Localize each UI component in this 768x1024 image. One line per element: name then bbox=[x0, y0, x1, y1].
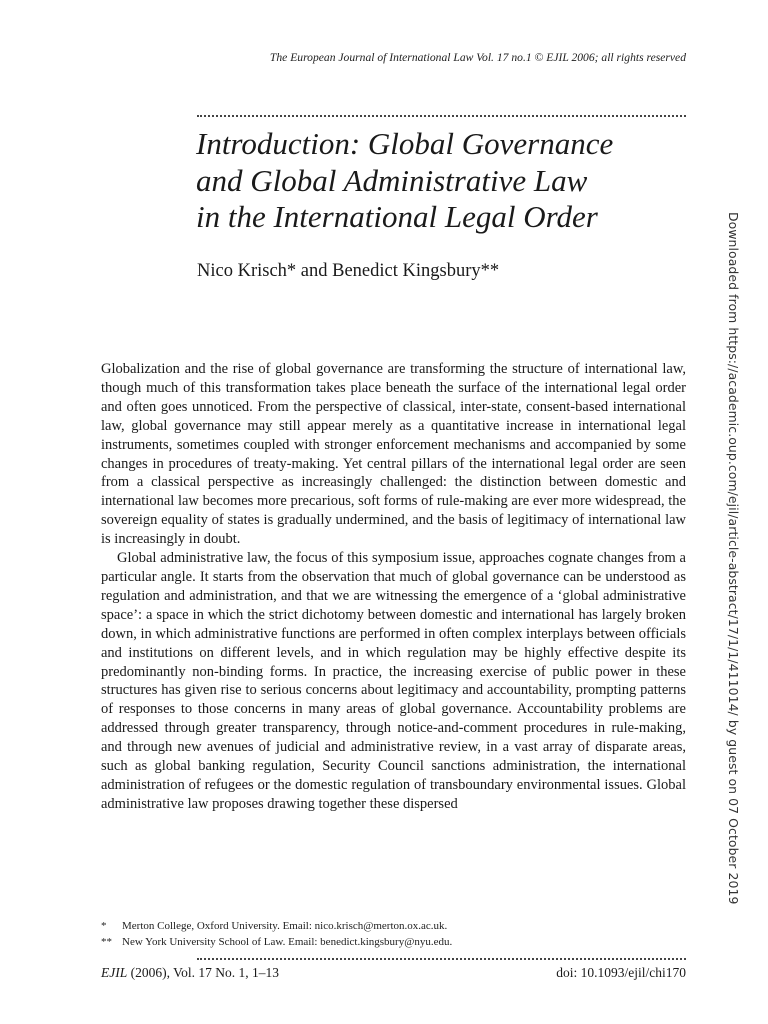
title-line: in the International Legal Order bbox=[196, 199, 598, 234]
footnotes bbox=[101, 918, 686, 950]
download-watermark: Downloaded from https://academic.oup.com/ejil/article-abstract/17/1/1/411014/ by guest on 07 October 2019 bbox=[726, 212, 741, 905]
volume-info: (2006), Vol. 17 No. 1, 1–13 bbox=[127, 965, 280, 980]
journal-header: The European Journal of International Law Vol. 17 no.1 © EJIL 2006; all rights reserved bbox=[269, 51, 686, 64]
article-title bbox=[196, 126, 696, 236]
article-authors: Nico Krisch* and Benedict Kingsbury** bbox=[197, 261, 500, 281]
footnote bbox=[101, 918, 686, 934]
footnote-text: New York University School of Law. Email: benedict.kingsbury@nyu.edu. bbox=[122, 936, 453, 948]
footnote-text: Merton College, Oxford University. Email: nico.krisch@merton.ox.ac.uk. bbox=[122, 920, 448, 932]
journal-abbreviation: EJIL bbox=[101, 965, 128, 980]
title-line: and Global Administrative Law bbox=[196, 162, 588, 198]
article-body bbox=[101, 360, 686, 814]
doi: doi: 10.1093/ejil/chi170 bbox=[556, 965, 686, 980]
footer-divider bbox=[197, 958, 686, 960]
footer-citation bbox=[101, 965, 279, 981]
footnote bbox=[101, 934, 686, 950]
header-divider bbox=[197, 115, 686, 117]
title-line: Introduction: Global Governance bbox=[196, 126, 614, 161]
body-paragraph: Global administrative law, the focus of this symposium issue, approaches cognate changes from a particular angle. It starts from the observation that much of global governance can be understood as regulation and administration, and that we are witnessing the emergence of a ‘global administrative space’: a space in which the strict dichotomy between domestic and international has largely broken down, in which administrative functions are performed in often complex interplays between officials and institutions on different levels, and in which regulation may be highly effective despite its predominantly non-binding forms. In practice, the increasing exercise of public power in these structures has given rise to serious concerns about legitimacy and accountability, prompting patterns of responses to those concerns in many areas of global governance. Accountability problems are addressed through greater transparency, through notice-and-comment procedures in rule-making, and through new avenues of judicial and administrative review, in a vast array of disparate areas, such as global banking regulation, Security Council sanctions administration, the international administration of refugees or the domestic regulation of transboundary environmental issues. Global administrative law proposes drawing together these dispersed bbox=[101, 550, 686, 812]
footnote-mark: * bbox=[101, 920, 107, 932]
body-paragraph: Globalization and the rise of global governance are transforming the structure of international law, though much of this transformation takes place beneath the surface of the international legal order and often goes unnoticed. From the perspective of classical, inter-state, consent-based international law, global governance may still appear merely as a quantitative increase in international legal instruments, sometimes coupled with stronger enforcement mechanisms and accompanied by some changes in procedures of treaty-making. Yet central pillars of the international legal order are seen from a classical perspective as increasingly challenged: the distinction between domestic and international law becomes more precarious, soft forms of rule-making are ever more widespread, the sovereign equality of states is gradually undermined, and the basis of legitimacy of international law is increasingly in doubt. bbox=[101, 361, 686, 548]
page-footer bbox=[101, 965, 686, 981]
footnote-mark: ** bbox=[101, 936, 112, 948]
